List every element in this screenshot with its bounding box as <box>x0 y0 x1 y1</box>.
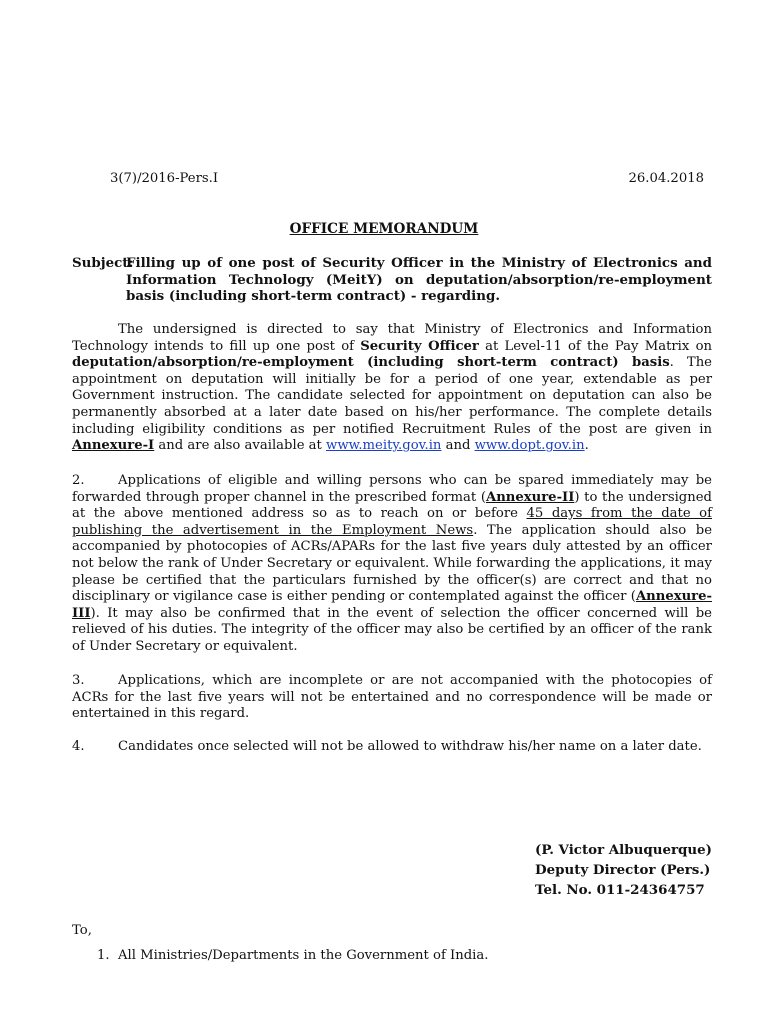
para3-number: 3. <box>72 673 85 688</box>
para4-number: 4. <box>72 739 85 754</box>
signatory-name: (P. Victor Albuquerque) <box>535 842 712 858</box>
para1-text-1: The undersigned is directed to say that Ministry of Electronics and Information Technology intends to fill up one post of <box>72 322 712 354</box>
para2-text-3: . The application should also be accompanied by photocopies of ACRs/APARs for the last five years duly attested by an officer not below the rank of Under Secretary or equivalent. While forwarding the applications, it may please be certified that the particulars furnished by the officer(s) are correct and that no disciplinary or vigilance case is either pending or contemplated against the officer ( <box>72 522 712 605</box>
signatory-designation: Deputy Director (Pers.) <box>535 862 711 878</box>
annexure-2-ref: Annexure-II <box>485 489 575 505</box>
paragraph-1 <box>72 322 712 455</box>
memo-date: 26.04.2018 <box>628 171 704 186</box>
para2-text-2: ) to the undersigned at the above mentioned address so as to reach on or before <box>72 489 712 522</box>
para3-text: Applications, which are incomplete or are not accompanied with the photocopies of ACRs for the last five years will not be entertained and no correspondence will be made or entertained in this regard. <box>72 673 712 722</box>
recipient-item-number: 1. <box>97 948 118 963</box>
meity-link[interactable]: www.meity.gov.in <box>326 438 442 454</box>
subject-block <box>72 255 712 305</box>
reference-number: 3(7)/2016-Pers.I <box>110 171 219 186</box>
paragraph-3 <box>72 673 712 723</box>
para2-text-1: Applications of eligible and willing persons who can be spared immediately may be forwarded through proper channel in the prescribed format ( <box>72 473 712 505</box>
signatory-phone: Tel. No. 011-24364757 <box>535 882 705 898</box>
recipient-item-text: All Ministries/Departments in the Government of India. <box>117 948 489 963</box>
recipient-list-item <box>97 948 488 965</box>
subject-label: Subject: <box>72 255 134 271</box>
para1-text-5: and <box>441 438 475 454</box>
para1-text-2: at Level-11 of the Pay Matrix on <box>478 338 713 354</box>
para1-post-name: Security Officer <box>360 338 479 354</box>
para1-text-3: . The appointment on deputation will initially be for a period of one year, extendable as per Government instruction. The candidate selected for appointment on deputation can also be permanently absorbed at a later date based on his/her performance. The complete details including eligibility conditions as per notified Recruitment Rules of the post are given in <box>72 355 712 437</box>
annexure-1-ref: Annexure-I <box>72 438 155 454</box>
para1-text-6: . <box>584 438 589 454</box>
para1-basis: deputation/absorption/re-employment (including short-term contract) basis <box>72 355 670 371</box>
signature-block <box>535 840 712 900</box>
to-label: To, <box>72 923 92 938</box>
subject-text: Filling up of one post of Security Officer in the Ministry of Electronics and Information Technology (MeitY) on deputation/absorption/re-employment basis (including short-term contract) - regarding. <box>126 255 712 305</box>
memo-title: OFFICE MEMORANDUM <box>289 221 479 237</box>
para2-deadline: 45 days from the date of publishing the advertisement in the Employment News <box>72 506 712 538</box>
paragraph-4 <box>72 739 712 756</box>
para2-number: 2. <box>72 473 85 488</box>
dopt-link[interactable]: www.dopt.gov.in <box>474 438 585 454</box>
annexure-3-ref: Annexure-III <box>72 589 712 621</box>
para1-text-4: and are also available at <box>154 438 327 454</box>
para2-text-4: ). It may also be confirmed that in the event of selection the officer concerned will be relieved of his duties. The integrity of the officer may also be certified by an officer of the rank of Under Secretary or equivalent. <box>72 605 712 654</box>
para4-text: Candidates once selected will not be allowed to withdraw his/her name on a later date. <box>118 739 702 754</box>
paragraph-2 <box>72 473 712 656</box>
